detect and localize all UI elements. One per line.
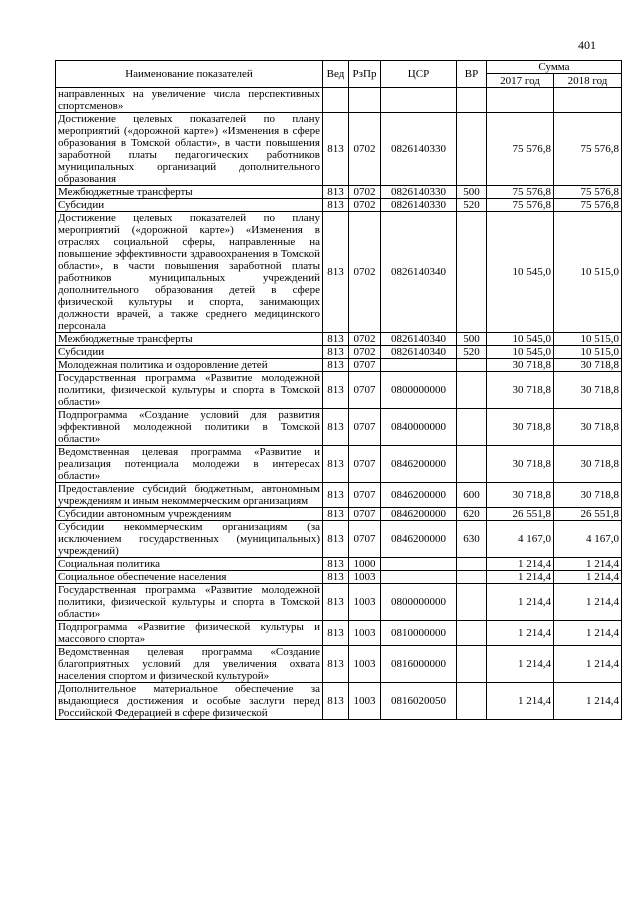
row-sum-2017: 1 214,4 — [487, 646, 554, 683]
row-csr: 0846200000 — [381, 446, 457, 483]
row-sum-2017: 30 718,8 — [487, 483, 554, 508]
row-name: Государственная программа «Развитие молодежной политики, физической культуры и спорта в Томской области» — [56, 584, 323, 621]
row-ved: 813 — [323, 558, 349, 571]
row-ved: 813 — [323, 359, 349, 372]
row-rzpr: 0707 — [349, 372, 381, 409]
table-row — [56, 558, 622, 571]
table-row — [56, 584, 622, 621]
row-vr: 620 — [457, 508, 487, 521]
header-vr: ВР — [457, 61, 487, 88]
row-name: Субсидии некоммерческим организациям (за исключением государственных (муниципальных) учреждений) — [56, 521, 323, 558]
row-vr — [457, 88, 487, 113]
row-vr — [457, 212, 487, 333]
row-sum-2018: 1 214,4 — [554, 558, 622, 571]
row-rzpr: 0702 — [349, 199, 381, 212]
row-rzpr: 1003 — [349, 683, 381, 720]
page-number: 401 — [578, 38, 596, 52]
row-vr — [457, 113, 487, 186]
row-vr — [457, 372, 487, 409]
header-sum: Сумма — [487, 61, 622, 74]
row-ved: 813 — [323, 521, 349, 558]
row-sum-2018: 1 214,4 — [554, 571, 622, 584]
row-sum-2018: 30 718,8 — [554, 372, 622, 409]
row-vr — [457, 621, 487, 646]
row-name: Подпрограмма «Развитие физической культуры и массового спорта» — [56, 621, 323, 646]
table-row — [56, 372, 622, 409]
row-ved — [323, 88, 349, 113]
row-rzpr: 0707 — [349, 446, 381, 483]
row-sum-2017: 30 718,8 — [487, 409, 554, 446]
row-name: Субсидии — [56, 199, 323, 212]
row-ved: 813 — [323, 346, 349, 359]
row-sum-2018: 1 214,4 — [554, 683, 622, 720]
row-sum-2018: 30 718,8 — [554, 359, 622, 372]
row-sum-2018: 10 515,0 — [554, 212, 622, 333]
table-row — [56, 199, 622, 212]
row-csr: 0810000000 — [381, 621, 457, 646]
row-ved: 813 — [323, 446, 349, 483]
row-rzpr: 0707 — [349, 521, 381, 558]
row-name: Достижение целевых показателей по плану мероприятий («дорожной карте») «Изменения в сфере образования в Томской области», в части повышения заработной платы педагогических работников муниципальных организаций дополнительного образования — [56, 113, 323, 186]
row-vr — [457, 683, 487, 720]
row-rzpr: 0702 — [349, 346, 381, 359]
table-row — [56, 621, 622, 646]
table-body — [56, 88, 622, 720]
row-sum-2017: 1 214,4 — [487, 621, 554, 646]
row-sum-2017: 1 214,4 — [487, 571, 554, 584]
row-csr — [381, 558, 457, 571]
table-row — [56, 212, 622, 333]
row-ved: 813 — [323, 584, 349, 621]
row-name: Дополнительное материальное обеспечение за выдающиеся достижения и особые заслуги перед Российской Федерацией в сфере физической — [56, 683, 323, 720]
table-row — [56, 359, 622, 372]
row-name: Социальное обеспечение населения — [56, 571, 323, 584]
row-rzpr: 1003 — [349, 646, 381, 683]
row-rzpr: 0702 — [349, 186, 381, 199]
header-2018: 2018 год — [554, 74, 622, 88]
row-sum-2017: 30 718,8 — [487, 372, 554, 409]
header-name: Наименование показателей — [56, 61, 323, 88]
row-ved: 813 — [323, 372, 349, 409]
row-sum-2018: 75 576,8 — [554, 199, 622, 212]
row-rzpr: 0707 — [349, 409, 381, 446]
row-sum-2017: 1 214,4 — [487, 584, 554, 621]
row-sum-2018: 30 718,8 — [554, 483, 622, 508]
row-name: Ведомственная целевая программа «Создание благоприятных условий для увеличения охвата населения спортом и физической культурой» — [56, 646, 323, 683]
row-rzpr — [349, 88, 381, 113]
row-sum-2018: 30 718,8 — [554, 409, 622, 446]
row-sum-2018: 1 214,4 — [554, 621, 622, 646]
row-csr: 0800000000 — [381, 584, 457, 621]
table-row — [56, 508, 622, 521]
row-rzpr: 1003 — [349, 584, 381, 621]
row-sum-2017: 75 576,8 — [487, 199, 554, 212]
row-sum-2017: 10 545,0 — [487, 212, 554, 333]
row-sum-2018: 75 576,8 — [554, 113, 622, 186]
row-csr: 0826140340 — [381, 346, 457, 359]
row-csr: 0826140340 — [381, 333, 457, 346]
row-csr: 0826140330 — [381, 113, 457, 186]
row-ved: 813 — [323, 333, 349, 346]
row-vr — [457, 446, 487, 483]
table-row — [56, 113, 622, 186]
row-csr: 0826140330 — [381, 199, 457, 212]
row-sum-2017: 1 214,4 — [487, 683, 554, 720]
row-csr: 0840000000 — [381, 409, 457, 446]
row-sum-2018: 10 515,0 — [554, 333, 622, 346]
row-name: Межбюджетные трансферты — [56, 333, 323, 346]
row-csr: 0846200000 — [381, 508, 457, 521]
table-row — [56, 88, 622, 113]
row-sum-2018: 1 214,4 — [554, 646, 622, 683]
row-sum-2018: 4 167,0 — [554, 521, 622, 558]
row-ved: 813 — [323, 571, 349, 584]
header-csr: ЦСР — [381, 61, 457, 88]
row-sum-2018 — [554, 88, 622, 113]
row-ved: 813 — [323, 483, 349, 508]
row-name: Подпрограмма «Создание условий для развития эффективной молодежной политики в Томской области» — [56, 409, 323, 446]
table-row — [56, 409, 622, 446]
row-vr — [457, 359, 487, 372]
row-csr — [381, 88, 457, 113]
row-csr: 0846200000 — [381, 483, 457, 508]
row-rzpr: 0707 — [349, 359, 381, 372]
row-sum-2018: 1 214,4 — [554, 584, 622, 621]
header-rzpr: РзПр — [349, 61, 381, 88]
row-sum-2017: 26 551,8 — [487, 508, 554, 521]
row-csr: 0816000000 — [381, 646, 457, 683]
row-csr: 0800000000 — [381, 372, 457, 409]
row-sum-2017: 75 576,8 — [487, 113, 554, 186]
row-vr: 630 — [457, 521, 487, 558]
row-name: Субсидии автономным учреждениям — [56, 508, 323, 521]
header-2017: 2017 год — [487, 74, 554, 88]
row-ved: 813 — [323, 621, 349, 646]
row-sum-2017: 10 545,0 — [487, 333, 554, 346]
row-vr — [457, 584, 487, 621]
row-csr: 0846200000 — [381, 521, 457, 558]
row-rzpr: 0702 — [349, 113, 381, 186]
table-row — [56, 446, 622, 483]
row-ved: 813 — [323, 683, 349, 720]
row-rzpr: 1003 — [349, 621, 381, 646]
table-row — [56, 346, 622, 359]
row-sum-2017: 1 214,4 — [487, 558, 554, 571]
row-csr — [381, 359, 457, 372]
row-vr — [457, 409, 487, 446]
row-rzpr: 1003 — [349, 571, 381, 584]
row-vr: 520 — [457, 199, 487, 212]
row-sum-2018: 30 718,8 — [554, 446, 622, 483]
row-rzpr: 0707 — [349, 508, 381, 521]
row-rzpr: 1000 — [349, 558, 381, 571]
row-name: направленных на увеличение числа перспективных спортсменов» — [56, 88, 323, 113]
row-ved: 813 — [323, 508, 349, 521]
row-ved: 813 — [323, 212, 349, 333]
row-name: Социальная политика — [56, 558, 323, 571]
table-row — [56, 683, 622, 720]
row-rzpr: 0702 — [349, 333, 381, 346]
row-sum-2017 — [487, 88, 554, 113]
row-vr: 500 — [457, 333, 487, 346]
table-row — [56, 571, 622, 584]
table-row — [56, 646, 622, 683]
row-vr — [457, 571, 487, 584]
table-row — [56, 186, 622, 199]
row-sum-2017: 30 718,8 — [487, 359, 554, 372]
row-ved: 813 — [323, 409, 349, 446]
row-csr: 0816020050 — [381, 683, 457, 720]
row-ved: 813 — [323, 186, 349, 199]
row-rzpr: 0707 — [349, 483, 381, 508]
row-ved: 813 — [323, 199, 349, 212]
row-csr — [381, 571, 457, 584]
row-vr: 500 — [457, 186, 487, 199]
row-name: Ведомственная целевая программа «Развитие и реализация потенциала молодежи в интересах области» — [56, 446, 323, 483]
row-ved: 813 — [323, 113, 349, 186]
row-sum-2018: 10 515,0 — [554, 346, 622, 359]
table-row — [56, 521, 622, 558]
row-vr: 520 — [457, 346, 487, 359]
row-vr — [457, 646, 487, 683]
table-row — [56, 483, 622, 508]
row-vr: 600 — [457, 483, 487, 508]
row-name: Государственная программа «Развитие молодежной политики, физической культуры и спорта в Томской области» — [56, 372, 323, 409]
row-csr: 0826140330 — [381, 186, 457, 199]
row-sum-2018: 26 551,8 — [554, 508, 622, 521]
row-csr: 0826140340 — [381, 212, 457, 333]
table-row — [56, 333, 622, 346]
row-sum-2017: 30 718,8 — [487, 446, 554, 483]
row-sum-2017: 75 576,8 — [487, 186, 554, 199]
row-name: Предоставление субсидий бюджетным, автономным учреждениям и иным некоммерческим организациям — [56, 483, 323, 508]
row-name: Молодежная политика и оздоровление детей — [56, 359, 323, 372]
header-ved: Вед — [323, 61, 349, 88]
row-sum-2017: 10 545,0 — [487, 346, 554, 359]
row-name: Субсидии — [56, 346, 323, 359]
budget-table — [55, 60, 622, 720]
row-name: Достижение целевых показателей по плану мероприятий («дорожной карте») «Изменения в отраслях социальной сферы, направленные на повышение эффективности здравоохранения в Томской области», в части повышения заработной платы работников муниципальных учреждений дополнительного образования детей в сфере физической культуры и спорта, занимающих должности врачей, а также среднего медицинского персонала — [56, 212, 323, 333]
row-ved: 813 — [323, 646, 349, 683]
row-sum-2017: 4 167,0 — [487, 521, 554, 558]
row-vr — [457, 558, 487, 571]
row-name: Межбюджетные трансферты — [56, 186, 323, 199]
row-sum-2018: 75 576,8 — [554, 186, 622, 199]
row-rzpr: 0702 — [349, 212, 381, 333]
